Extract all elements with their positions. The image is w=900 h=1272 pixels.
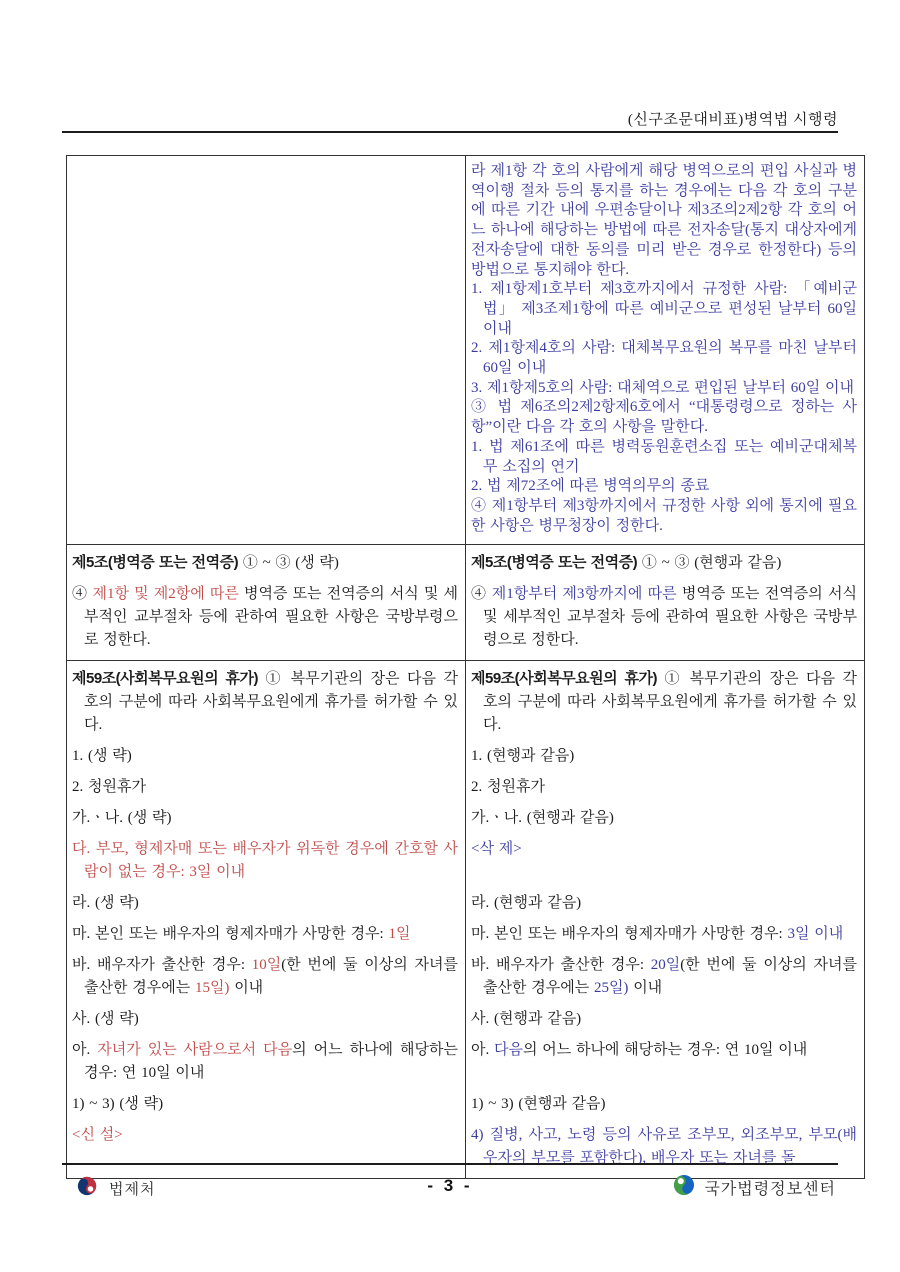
row-article-59-right-cell	[466, 771, 865, 802]
law-info-center-logo-icon	[672, 1173, 696, 1202]
text: 1. (현행과 같음)	[471, 748, 575, 765]
text: 가.ㆍ나. (현행과 같음)	[471, 810, 614, 827]
paragraph-pair	[67, 740, 865, 771]
row-article-59-right-cell	[466, 887, 865, 918]
new-change-text: 2. 법 제72조에 따른 병역의무의 종료	[471, 478, 710, 495]
text: ① 복무기관의 장은 다음 각 호의 구분에 따라 사회복무요원에게 휴가를 허가할 수 있다.	[84, 671, 458, 734]
paragraph-pair	[67, 949, 865, 1003]
paragraph	[72, 838, 458, 884]
article-heading: 제59조(사회복무요원의 휴가)	[471, 670, 657, 688]
row-article-59-left-cell	[67, 949, 466, 1003]
row-article-59-right-cell	[466, 918, 865, 949]
row-article-59-left-cell	[67, 740, 466, 771]
new-change-text: <삭 제>	[471, 841, 522, 858]
paragraph	[471, 379, 857, 399]
new-change-text: 제1항부터 제3항까지에 따른	[491, 586, 677, 603]
text: 가.ㆍ나. (생 략)	[72, 810, 172, 827]
row-article-59-right-cell	[466, 1003, 865, 1034]
text: 이내	[229, 980, 264, 997]
old-change-text: <신 설>	[72, 1127, 123, 1144]
text: 2. 청원휴가	[72, 779, 146, 796]
text: 아.	[72, 1042, 98, 1059]
row-article-59-right-cell	[466, 1034, 865, 1088]
new-change-text: 20일	[650, 957, 681, 974]
paragraph	[471, 1008, 857, 1031]
paragraph	[471, 838, 857, 861]
paragraph	[72, 807, 458, 830]
old-change-text: 제1항 및 제2항에 따른	[92, 586, 239, 603]
paragraph	[471, 667, 857, 737]
page-header-title: (신구조문대비표)병역법 시행령	[627, 112, 838, 128]
text: ① ~ ③ (생 략)	[238, 555, 339, 572]
row-article-5-right-cell	[466, 545, 865, 579]
row-article-5-left-cell	[67, 578, 466, 661]
text: 2. 청원휴가	[471, 779, 545, 796]
header-divider	[62, 131, 838, 133]
paragraph-pair	[67, 545, 865, 579]
paragraph	[471, 551, 857, 575]
old-change-text: 1일	[388, 926, 411, 943]
article-heading: 제5조(병역증 또는 전역증)	[471, 554, 638, 572]
text: 이내	[628, 980, 663, 997]
new-change-text: 1. 법 제61조에 따른 병력동원훈련소집 또는 예비군대체복무 소집의 연기	[471, 438, 857, 475]
text: (한 번에 둘 이상의 자녀를 출산한 경우에는	[84, 957, 458, 997]
paragraph	[471, 398, 857, 437]
row-article-59-left-cell	[67, 771, 466, 802]
row-article-59-right-cell	[466, 1088, 865, 1119]
footer-right-label: 국가법령정보센터	[704, 1181, 836, 1198]
paragraph	[471, 583, 857, 652]
row-article-59-right-cell	[466, 802, 865, 833]
text: 의 어느 하나에 해당하는 경우: 연 10일 이내	[522, 1042, 808, 1059]
paragraph	[471, 1039, 857, 1062]
paragraph	[471, 954, 857, 1000]
paragraph	[471, 923, 857, 946]
page-footer	[62, 1170, 838, 1210]
article-heading: 제5조(병역증 또는 전역증)	[72, 554, 239, 572]
text: 병역증 또는 전역증의 서식 및 세부적인 교부절차 등에 관하여 필요한 사항은 국방부령으로 정한다.	[483, 586, 857, 649]
paragraph	[471, 807, 857, 830]
old-change-text: 10일	[251, 957, 282, 974]
paragraph	[72, 892, 458, 915]
row-article-59-left-cell	[67, 1088, 466, 1119]
text: 1. (생 략)	[72, 748, 132, 765]
text: 라. (현행과 같음)	[471, 895, 582, 912]
paragraph-pair	[67, 918, 865, 949]
row-notice-continued-left-cell	[67, 156, 466, 545]
old-change-text: 자녀가 있는 사람으로서 다음	[97, 1042, 293, 1059]
paragraph	[72, 551, 458, 575]
comparison-table	[66, 155, 865, 1179]
text: 바. 배우자가 출산한 경우:	[72, 957, 252, 974]
text: ① ~ ③ (현행과 같음)	[637, 555, 782, 572]
paragraph	[471, 1093, 857, 1116]
paragraph	[471, 745, 857, 768]
paragraph-pair	[67, 1034, 865, 1088]
paragraph	[72, 1008, 458, 1031]
row-article-59-left-cell	[67, 1034, 466, 1088]
paragraph	[72, 776, 458, 799]
paragraph-pair	[67, 661, 865, 741]
paragraph	[471, 339, 857, 378]
text: 병역증 또는 전역증의 서식 및 세부적인 교부절차 등에 관하여 필요한 사항은 국방부령으로 정한다.	[84, 586, 458, 649]
row-article-5-right-cell	[466, 578, 865, 661]
new-change-text: 25일)	[593, 980, 629, 997]
row-article-59-left-cell	[67, 887, 466, 918]
row-article-5	[67, 545, 865, 661]
new-change-text: 1. 제1항제1호부터 제3호까지에서 규정한 사람: 「예비군법」 제3조제1항에 따른 예비군으로 편성된 날부터 60일 이내	[471, 281, 857, 337]
new-change-text: ④ 제1항부터 제3항까지에서 규정한 사항 외에 통지에 필요한 사항은 병무청장이 정한다.	[471, 497, 857, 534]
paragraph	[72, 745, 458, 768]
footer-left-label: 법제처	[109, 1180, 156, 1198]
paragraph-pair	[67, 833, 865, 887]
article-heading: 제59조(사회복무요원의 휴가)	[72, 670, 258, 688]
page-number: - 3 -	[427, 1176, 473, 1195]
paragraph	[471, 162, 857, 280]
text: 바. 배우자가 출산한 경우:	[471, 957, 651, 974]
row-article-59-right-cell	[466, 740, 865, 771]
row-article-59-left-cell	[67, 833, 466, 887]
old-change-text: 15일)	[194, 980, 230, 997]
row-article-59-left-cell	[67, 661, 466, 741]
paragraph	[471, 776, 857, 799]
new-change-text: ③ 법 제6조의2제2항제6호에서 “대통령령으로 정하는 사항”이란 다음 각 호의 사항을 말한다.	[471, 399, 857, 436]
row-notice-continued-right-cell	[466, 156, 865, 545]
row-article-59-left-cell	[67, 1003, 466, 1034]
paragraph	[471, 280, 857, 339]
paragraph-pair	[67, 887, 865, 918]
paragraph-pair	[67, 1003, 865, 1034]
text: ① 복무기관의 장은 다음 각 호의 구분에 따라 사회복무요원에게 휴가를 허가할 수 있다.	[483, 671, 857, 734]
old-change-text: 다. 부모, 형제자매 또는 배우자가 위독한 경우에 간호할 사람이 없는 경우: 3일 이내	[72, 841, 458, 881]
row-article-59-right-cell	[466, 833, 865, 887]
paragraph	[72, 954, 458, 1000]
row-article-59-left-cell	[67, 802, 466, 833]
text: 마. 본인 또는 배우자의 형제자매가 사망한 경우:	[72, 926, 389, 943]
row-article-59-right-cell	[466, 661, 865, 741]
new-change-text: 다음	[494, 1042, 523, 1059]
paragraph-pair	[67, 156, 865, 545]
paragraph	[72, 667, 458, 737]
text: 1) ~ 3) (생 략)	[72, 1096, 164, 1113]
text: 라. (생 략)	[72, 895, 139, 912]
row-article-59-right-cell	[466, 949, 865, 1003]
paragraph	[471, 497, 857, 536]
footer-right-group	[672, 1173, 836, 1202]
paragraph	[72, 1039, 458, 1085]
new-change-text: 3일 이내	[787, 926, 844, 943]
paragraph	[471, 438, 857, 477]
paragraph	[72, 923, 458, 946]
new-change-text: 라 제1항 각 호의 사람에게 해당 병역으로의 편입 사실과 병역이행 절차 등의 통지를 하는 경우에는 다음 각 호의 구분에 따른 기간 내에 우편송달이나 제3조의2제2항 각 호의 어느 하나에 해당하는 방법에 따른 전자송달(통지 대상자에게 전자송달에 대한 동의를 미리 받은 경우로 한정한다) 등의 방법으로 통지해야 한다.	[471, 163, 857, 278]
text: 사. (생 략)	[72, 1011, 139, 1028]
paragraph	[72, 1124, 458, 1147]
footer-divider	[62, 1163, 838, 1165]
text: 의 어느 하나에 해당하는 경우: 연 10일 이내	[84, 1042, 458, 1082]
paragraph	[72, 1093, 458, 1116]
paragraph	[471, 477, 857, 497]
paragraph	[72, 583, 458, 652]
paragraph-pair	[67, 1088, 865, 1119]
text: 사. (현행과 같음)	[471, 1011, 582, 1028]
new-change-text: 3. 제1항제5호의 사람: 대체역으로 편입된 날부터 60일 이내	[471, 379, 854, 396]
row-notice-continued	[67, 156, 865, 545]
paragraph	[471, 892, 857, 915]
row-article-5-left-cell	[67, 545, 466, 579]
row-article-59-left-cell	[67, 918, 466, 949]
text: 아.	[471, 1042, 494, 1059]
text: ④	[471, 586, 492, 603]
text: 마. 본인 또는 배우자의 형제자매가 사망한 경우:	[471, 926, 788, 943]
paragraph-pair	[67, 802, 865, 833]
new-change-text: 4) 질병, 사고, 노령 등의 사유로 조부모, 외조부모, 부모(배우자의 부모를 포함한다), 배우자 또는 자녀를 돌	[471, 1127, 857, 1167]
text: ④	[72, 586, 93, 603]
row-article-59	[67, 661, 865, 1179]
paragraph-pair	[67, 578, 865, 661]
paragraph-pair	[67, 771, 865, 802]
new-change-text: 2. 제1항제4호의 사람: 대체복무요원의 복무를 마친 날부터 60일 이내	[471, 340, 857, 377]
text: (한 번에 둘 이상의 자녀를 출산한 경우에는	[483, 957, 857, 997]
text: 1) ~ 3) (현행과 같음)	[471, 1096, 606, 1113]
